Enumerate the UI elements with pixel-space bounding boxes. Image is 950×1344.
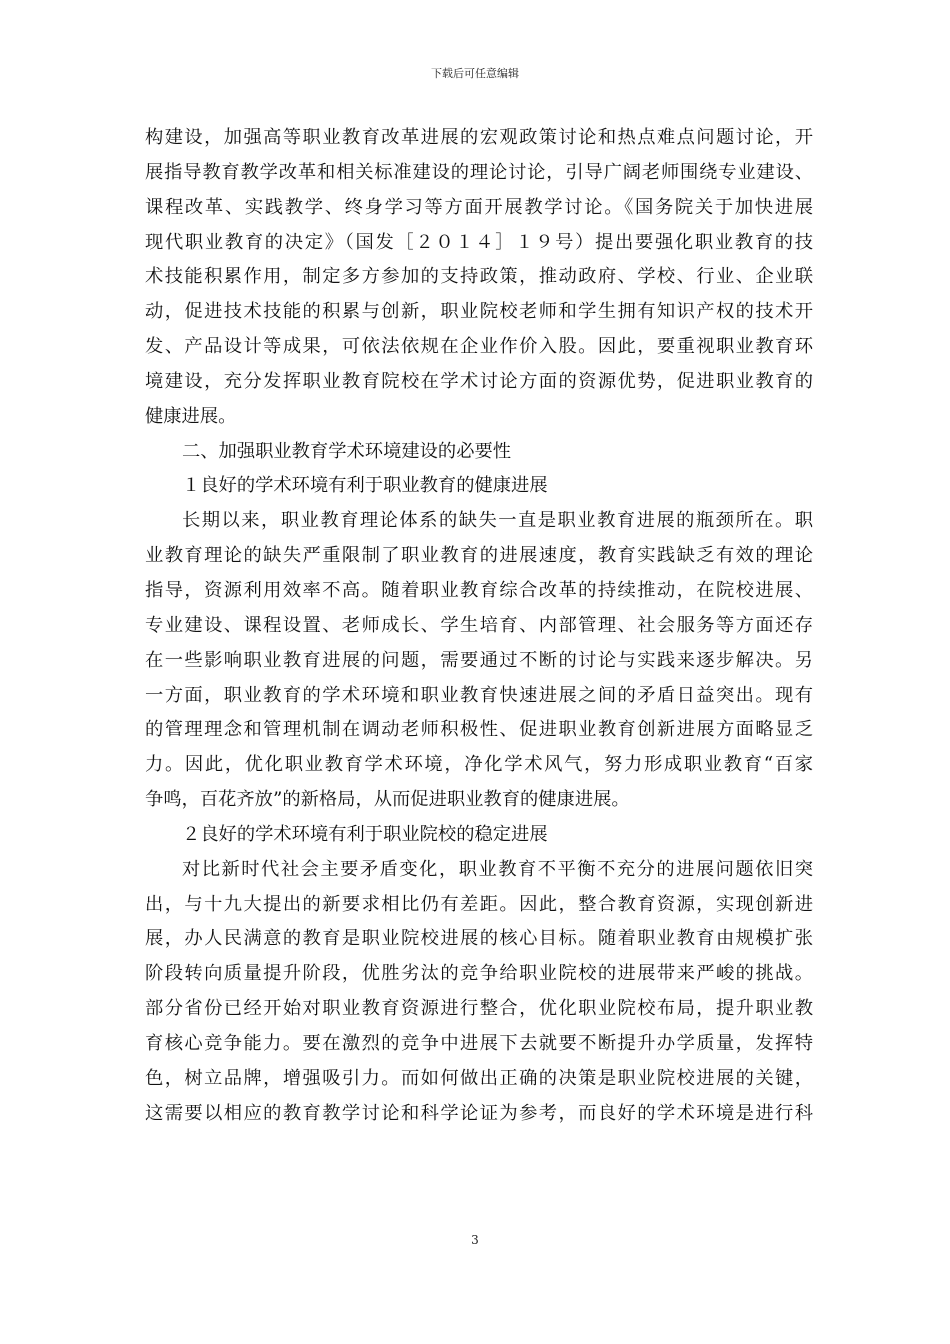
text-line: 二、加强职业教育学术环境建设的必要性 [182, 440, 512, 462]
text-line: 阶段转向质量提升阶段，优胜劣汰的竞争给职业院校的进展带来严峻的挑战。 [145, 963, 813, 985]
text-line: 展，办人民满意的教育是职业院校进展的核心目标。随着职业教育由规模扩张 [145, 928, 813, 950]
page-header: 下载后可任意编辑 [431, 67, 519, 80]
text-line: 争鸣，百花齐放”的新格局，从而促进职业教育的健康进展。 [145, 789, 630, 811]
text-line: 育核心竞争能力。要在激烈的竞争中进展下去就要不断提升办学质量，发挥特 [145, 1032, 813, 1054]
text-line: 对比新时代社会主要矛盾变化，职业教育不平衡不充分的进展问题依旧突 [182, 858, 813, 880]
document-body [145, 121, 813, 1131]
text-line: 的管理理念和管理机制在调动老师积极性、促进职业教育创新进展方面略显乏 [145, 719, 813, 741]
text-line: 指导，资源利用效率不高。随着职业教育综合改革的持续推动，在院校进展、 [145, 579, 813, 601]
text-line: 健康进展。 [145, 405, 237, 427]
text-line: 境建设，充分发挥职业教育院校在学术讨论方面的资源优势，促进职业教育的 [145, 370, 813, 392]
text-line: 长期以来，职业教育理论体系的缺失一直是职业教育进展的瓶颈所在。职 [182, 510, 813, 532]
page-number: 3 [471, 1233, 479, 1247]
text-line: 色，树立品牌，增强吸引力。而如何做出正确的决策是职业院校进展的关键， [145, 1067, 813, 1089]
text-line: 发、产品设计等成果，可依法依规在企业作价入股。因此，要重视职业教育环 [145, 336, 813, 358]
text-line: 力。因此，优化职业教育学术环境，净化学术风气，努力形成职业教育“百家 [145, 754, 813, 776]
text-line: 出，与十九大提出的新要求相比仍有差距。因此，整合教育资源，实现创新进 [145, 893, 813, 915]
text-line: 现代职业教育的决定》（国发［２０１４］１９号）提出要强化职业教育的技 [145, 231, 813, 253]
text-line: 课程改革、实践教学、终身学习等方面开展教学讨论。《国务院关于加快进展 [145, 196, 813, 218]
text-line: １良好的学术环境有利于职业教育的健康进展 [182, 475, 548, 497]
text-line: 术技能积累作用，制定多方参加的支持政策，推动政府、学校、行业、企业联 [145, 266, 813, 288]
text-line: 展指导教育教学改革和相关标准建设的理论讨论，引导广阔老师围绕专业建设、 [145, 161, 813, 183]
text-line: 部分省份已经开始对职业教育资源进行整合，优化职业院校布局，提升职业教 [145, 998, 813, 1020]
text-line: 在一些影响职业教育进展的问题，需要通过不断的讨论与实践来逐步解决。另 [145, 649, 813, 671]
text-line: 这需要以相应的教育教学讨论和科学论证为参考，而良好的学术环境是进行科 [145, 1102, 813, 1124]
text-line: ２良好的学术环境有利于职业院校的稳定进展 [182, 823, 548, 845]
text-line: 一方面，职业教育的学术环境和职业教育快速进展之间的矛盾日益突出。现有 [145, 684, 813, 706]
text-line: 构建设，加强高等职业教育改革进展的宏观政策讨论和热点难点问题讨论，开 [145, 127, 813, 148]
text-line: 动，促进技术技能的积累与创新，职业院校老师和学生拥有知识产权的技术开 [145, 301, 813, 323]
text-line: 业教育理论的缺失严重限制了职业教育的进展速度，教育实践缺乏有效的理论 [145, 545, 813, 567]
text-line: 专业建设、课程设置、老师成长、学生培育、内部管理、社会服务等方面还存 [145, 614, 813, 636]
